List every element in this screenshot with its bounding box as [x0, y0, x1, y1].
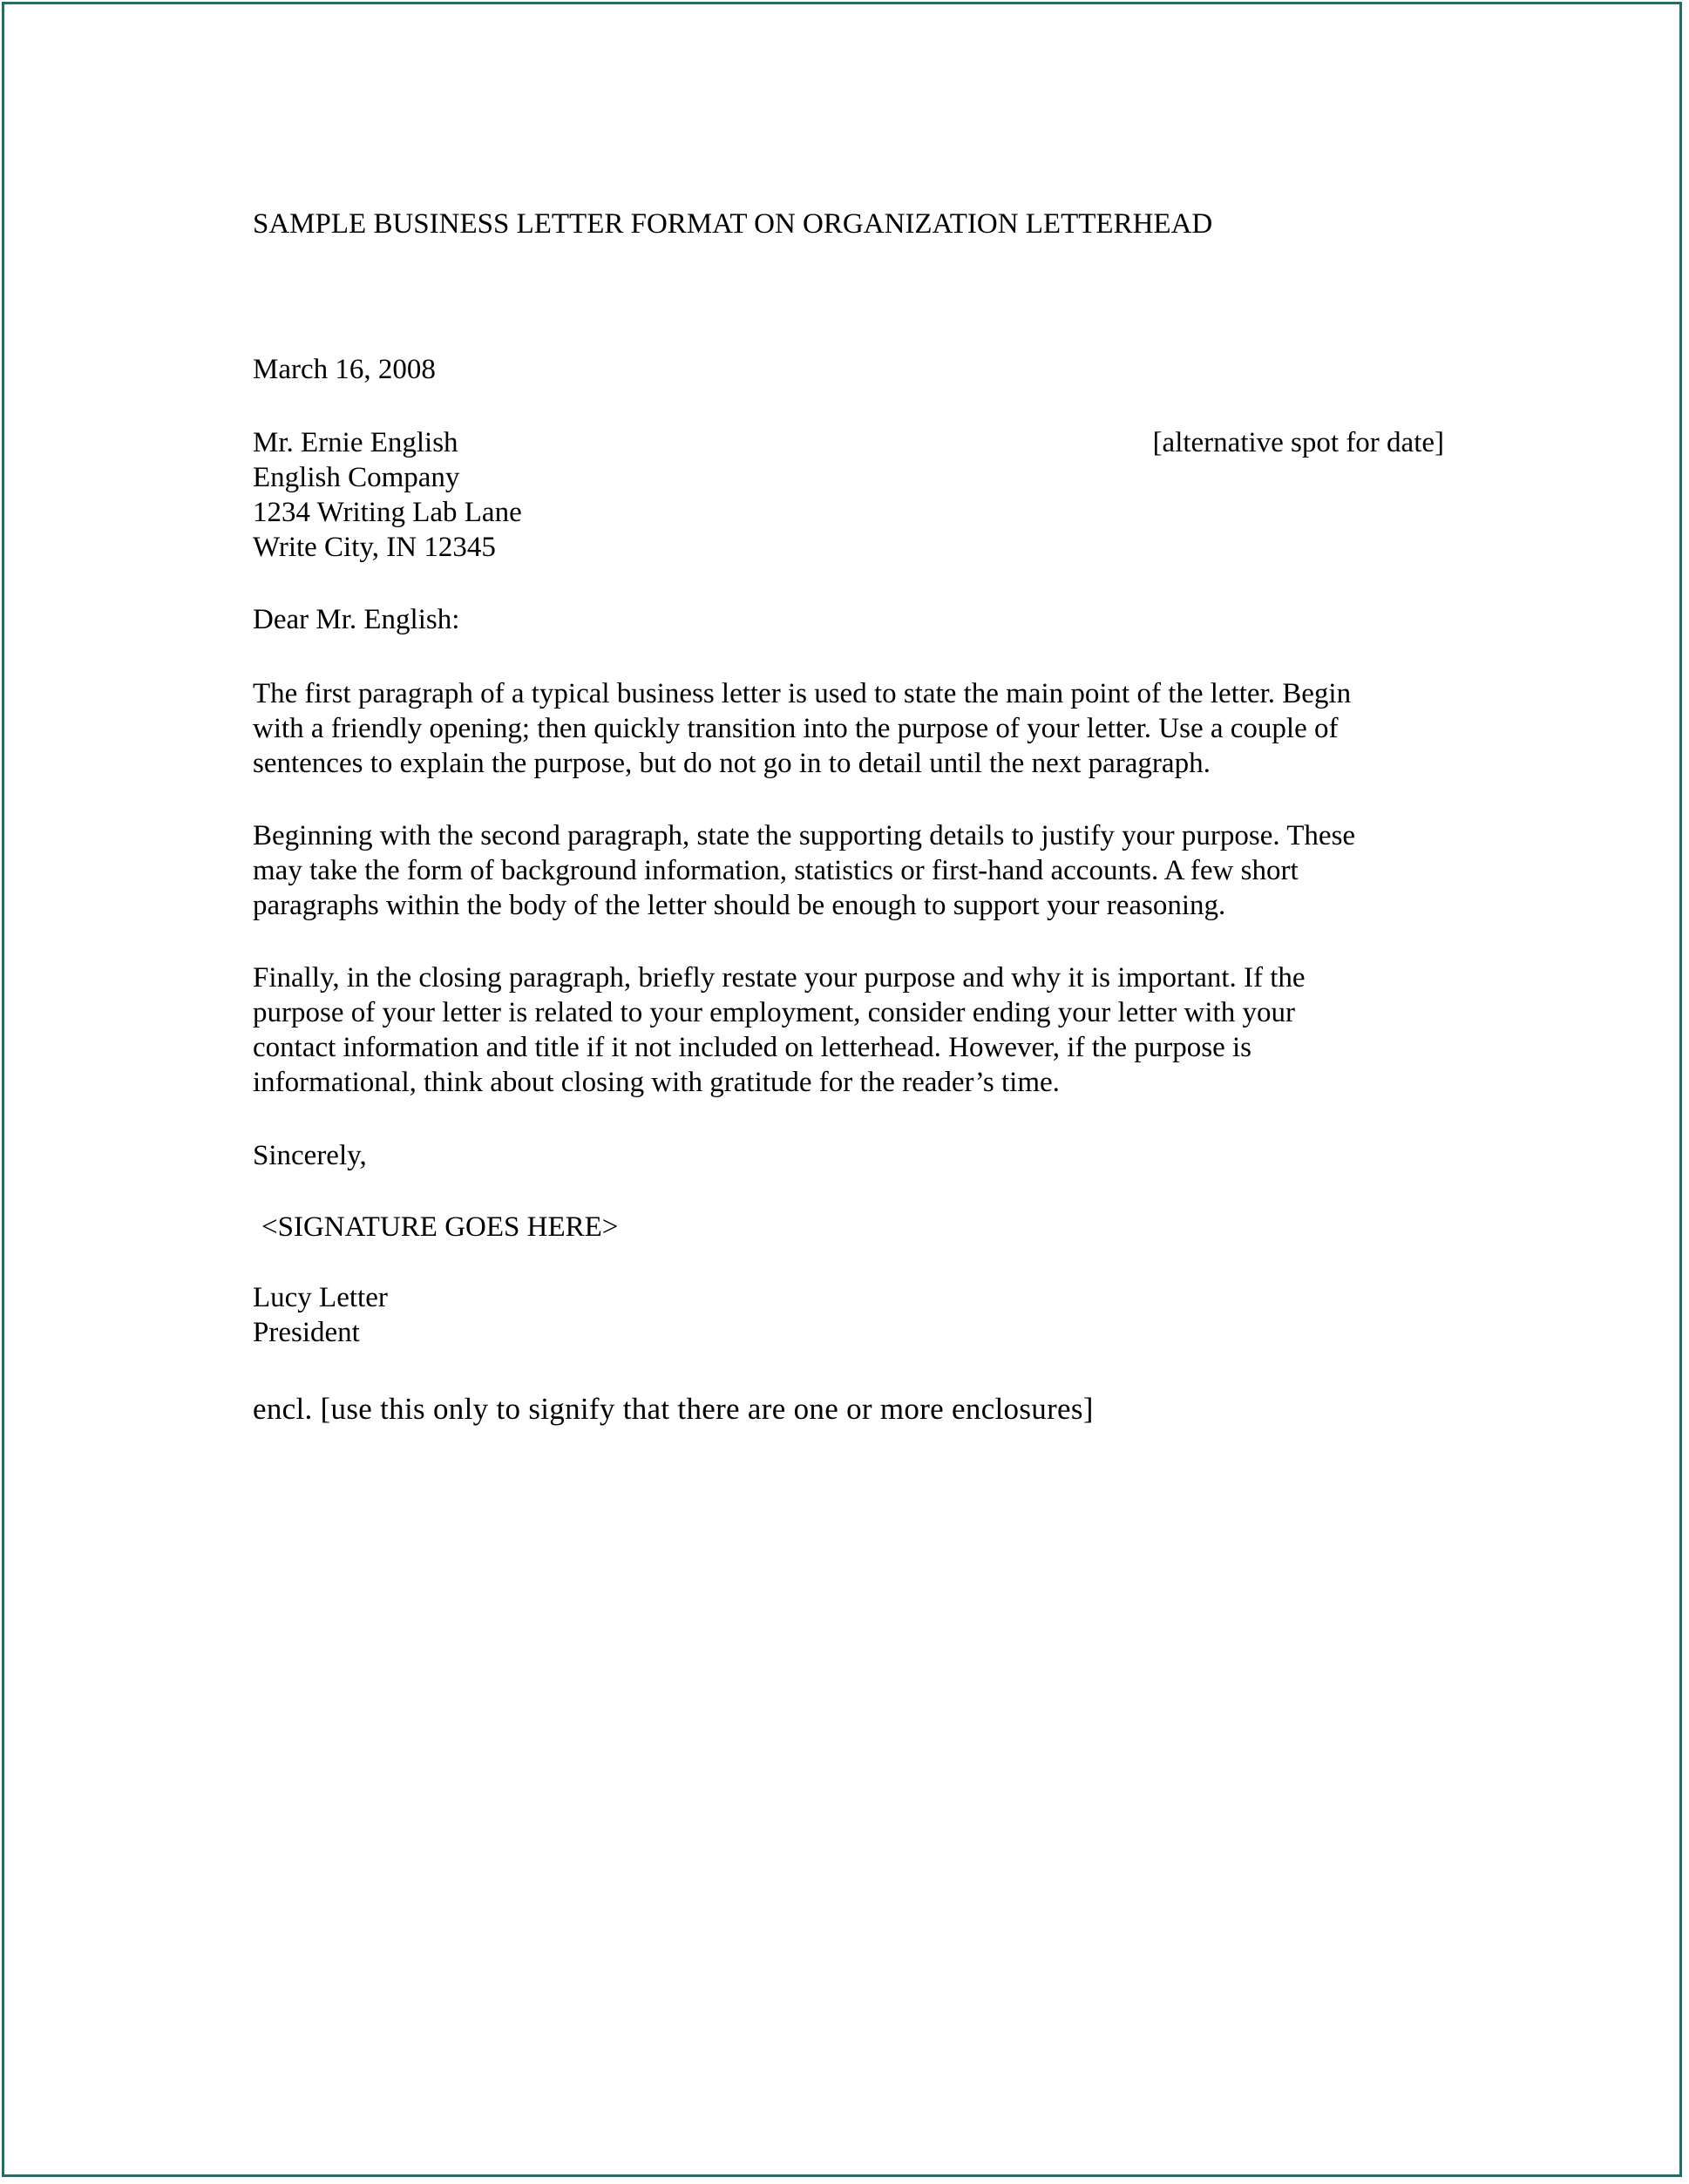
body-paragraph-3: [253, 960, 1455, 1100]
recipient-name: Mr. Ernie English: [253, 427, 458, 458]
salutation: Dear Mr. English:: [253, 604, 460, 635]
letter-page: [2, 2, 1682, 2177]
recipient-street: 1234 Writing Lab Lane: [253, 497, 522, 528]
paragraph-line: contact information and title if it not included on letterhead. However, if the purpose is: [253, 1032, 1252, 1063]
signer-title: President: [253, 1317, 360, 1348]
paragraph-line: may take the form of background information, statistics or first-hand accounts. A few short: [253, 855, 1299, 886]
alternative-date-note: [alternative spot for date]: [1152, 427, 1444, 458]
paragraph-line: Finally, in the closing paragraph, briefly restate your purpose and why it is important. If the: [253, 962, 1306, 994]
paragraph-line: sentences to explain the purpose, but do not go in to detail until the next paragraph.: [253, 748, 1211, 779]
letter-date: March 16, 2008: [253, 354, 436, 385]
signature-placeholder: <SIGNATURE GOES HERE>: [261, 1211, 619, 1243]
paragraph-line: The first paragraph of a typical business letter is used to state the main point of the letter. Begin: [253, 678, 1352, 709]
recipient-city: Write City, IN 12345: [253, 532, 496, 563]
signer-name: Lucy Letter: [253, 1282, 388, 1313]
recipient-address-block: [253, 425, 522, 565]
complimentary-closing: Sincerely,: [253, 1140, 367, 1171]
enclosure-note: encl. [use this only to signify that there are one or more enclosures]: [253, 1392, 1094, 1426]
paragraph-line: purpose of your letter is related to your employment, consider ending your letter with your: [253, 997, 1295, 1028]
paragraph-line: with a friendly opening; then quickly transition into the purpose of your letter. Use a couple of: [253, 713, 1339, 744]
body-paragraph-1: [253, 676, 1455, 781]
paragraph-line: Beginning with the second paragraph, state the supporting details to justify your purpose. These: [253, 820, 1356, 851]
paragraph-line: paragraphs within the body of the letter should be enough to support your reasoning.: [253, 890, 1226, 921]
recipient-company: English Company: [253, 462, 460, 493]
body-paragraph-2: [253, 818, 1455, 923]
signer-block: [253, 1280, 388, 1350]
paragraph-line: informational, think about closing with gratitude for the reader’s time.: [253, 1067, 1060, 1098]
letter-heading: SAMPLE BUSINESS LETTER FORMAT ON ORGANIZATION LETTERHEAD: [253, 208, 1213, 240]
